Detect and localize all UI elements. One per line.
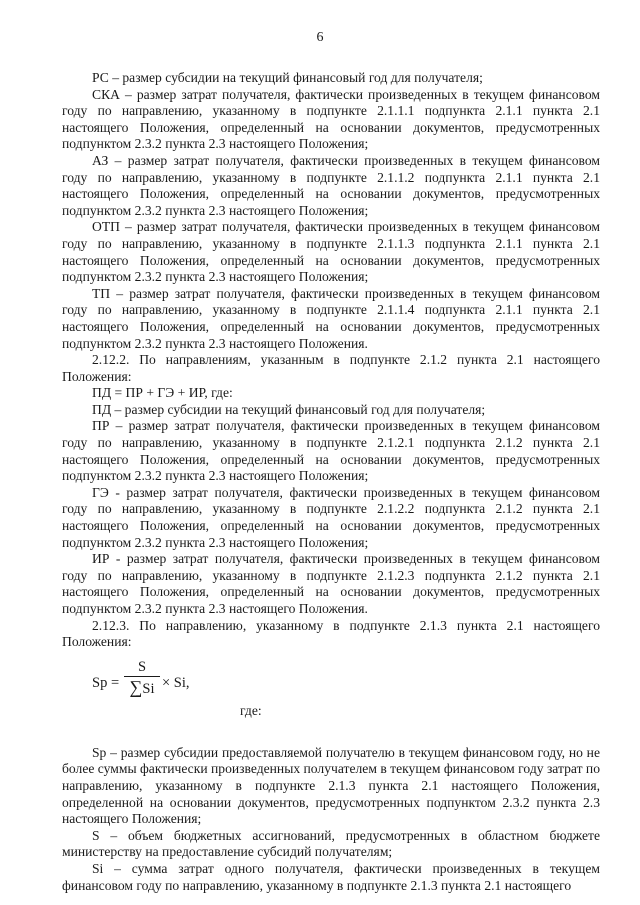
formula-lhs: Sp = (92, 674, 120, 691)
paragraph: ПД – размер субсидии на текущий финансовый год для получателя; (92, 401, 486, 417)
paragraph: ПР – размер затрат получателя, фактически произведенных в текущем финансовом году по направлению, указанному в подпункте 2.1.2.1 подпункта 2.1.2 пункта 2.1 настоящего Положения, определенный на основании документов, предусмотренных подпунктом 2.3.2 пункта 2.3 настоящего Положения; (62, 418, 600, 484)
denominator-variable: Si (142, 680, 155, 697)
paragraph: РС – размер субсидии на текущий финансовый год для получателя; (92, 70, 483, 85)
paragraph: ГЭ - размер затрат получателя, фактически произведенных в текущем финансовом году по направлению, указанному в подпункте 2.1.2.2 подпункта 2.1.2 пункта 2.1 настоящего Положения, определенный на основании документов, предусмотренных подпунктом 2.3.2 пункта 2.3 настоящего Положения; (62, 484, 600, 550)
formula-tail: × Si, (162, 674, 190, 691)
formula (92, 659, 600, 727)
page-number: 6 (316, 30, 324, 45)
paragraph: 2.12.2. По направлениям, указанным в подпункте 2.1.2 пункта 2.1 настоящего Положения: (62, 352, 600, 384)
paragraph: ОТП – размер затрат получателя, фактически произведенных в текущем финансовом году по направлению, указанному в подпункте 2.1.1.3 подпункта 2.1.1 пункта 2.1 настоящего Положения, определенный на основании документов, предусмотренных подпунктом 2.3.2 пункта 2.3 настоящего Положения; (62, 219, 600, 285)
sum-symbol: ∑ (129, 676, 143, 697)
formula-fraction (124, 659, 160, 698)
paragraph: ТП – размер затрат получателя, фактически произведенных в текущем финансовом году по направлению, указанному в подпункте 2.1.1.4 подпункта 2.1.1 пункта 2.1 настоящего Положения, определенный на основании документов, предусмотренных подпунктом 2.3.2 пункта 2.3 настоящего Положения. (62, 285, 600, 351)
document-body (62, 70, 600, 894)
formula-numerator: S (137, 658, 147, 675)
paragraph: 2.12.3. По направлению, указанному в подпункте 2.1.3 пункта 2.1 настоящего Положения: (62, 617, 600, 650)
paragraph: ПД = ПР + ГЭ + ИР, где: (92, 385, 233, 401)
paragraph: АЗ – размер затрат получателя, фактически произведенных в текущем финансовом году по направлению, указанному в подпункте 2.1.1.2 подпункта 2.1.1 пункта 2.1 настоящего Положения, определенный на основании документов, предусмотренных подпунктом 2.3.2 пункта 2.3 настоящего Положения; (62, 152, 600, 218)
formula-denominator (124, 678, 160, 698)
paragraph: S – объем бюджетных ассигнований, предусмотренных в областном бюджете министерству на предоставление субсидий получателям; (62, 827, 600, 860)
paragraph: Sp – размер субсидии предоставляемой получателю в текущем финансовом году, но не более суммы фактически произведенных получателем в текущем финансовом году затрат по направлению, указанному в подпункте 2.1.3 пункта 2.1 настоящего Положения, определенной на основании документов, предусмотренных подпунктом 2.3.2 пункта 2.3 настоящего Положения; (62, 744, 600, 827)
paragraph: ИР - размер затрат получателя, фактически произведенных в текущем финансовом году по направлению, указанному в подпункте 2.1.2.3 подпункта 2.1.2 пункта 2.1 настоящего Положения, определенный на основании документов, предусмотренных подпунктом 2.3.2 пункта 2.3 настоящего Положения. (62, 551, 600, 616)
paragraph: СКА – размер затрат получателя, фактически произведенных в текущем финансовом году по направлению, указанному в подпункте 2.1.1.1 подпункта 2.1.1 пункта 2.1 настоящего Положения, определенный на основании документов, предусмотренных подпунктом 2.3.2 пункта 2.3 настоящего Положения; (62, 86, 600, 152)
paragraph: Si – сумма затрат одного получателя, фактически произведенных в текущем финансовом году по направлению, указанному в подпункте 2.1.3 пункта 2.1 настоящего (62, 860, 600, 893)
spacer (62, 727, 600, 745)
formula-where: где: (240, 702, 262, 718)
